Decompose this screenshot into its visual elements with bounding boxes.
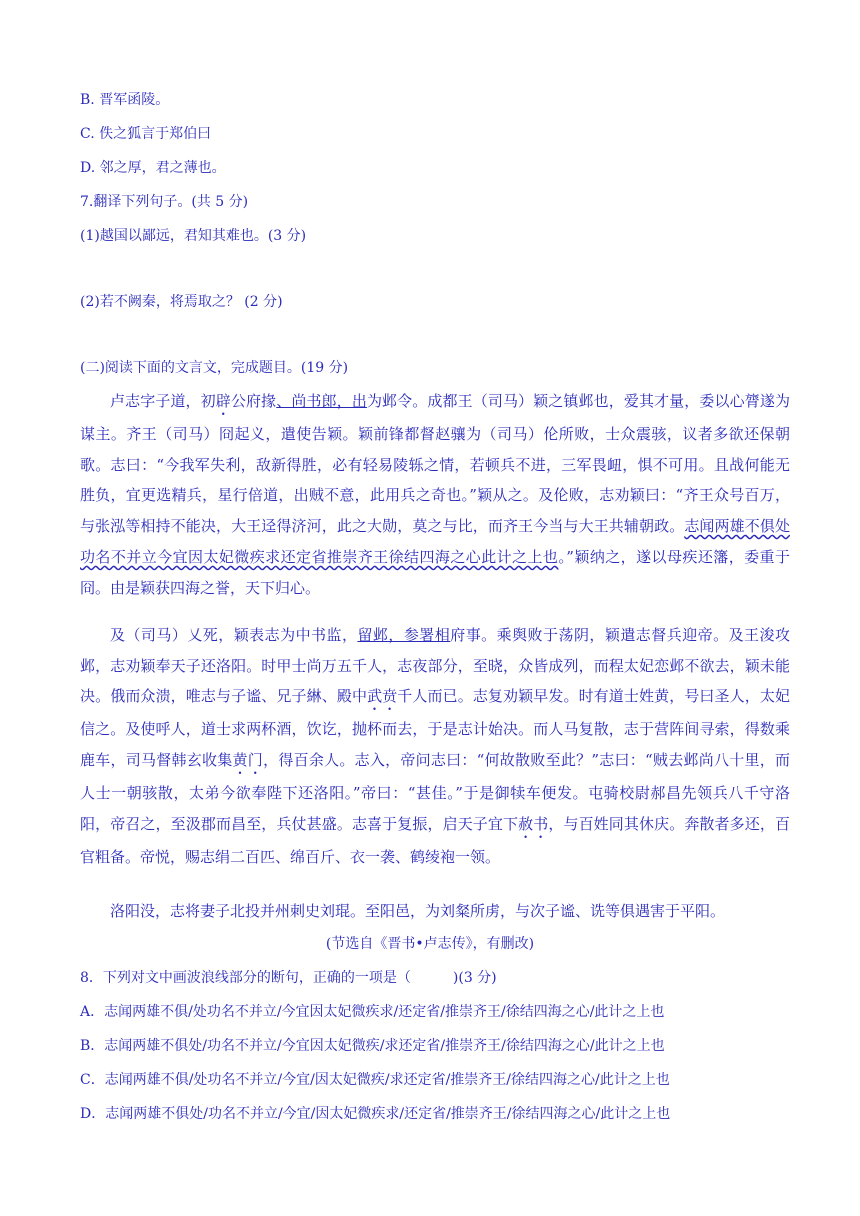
p2-text-e: 千人而已。志复劝颖早发。时有道士姓黄，号曰圣人，太妃信之。及使呼人，道士求两杯酒，饮讫，抛杯而去，于是志计始决。而人马复散，志于营阵间寻索，得数乘鹿车，司马督韩玄收集: [80, 687, 790, 770]
section2-heading: (二)阅读下面的文言文，完成题目。(19 分): [80, 360, 349, 376]
p1-text-e: 为邺令。成都王（司马）颖之镇邺也，爱其才量，委以心膂遂为谋主。齐王（司马）冏起义，遣使告颖。颖前锋都督赵骧为（司马）伦所败，士众震骇，议者多欲还保朝歌。志曰：“今我军失利，敌新得胜，必有轻易陵轹之情，若顿兵不进，三军畏衄，惧不可用。且战何能无胜负，宜更选精兵，星行倍道，出贼不意，此用兵之奇也。”颖从之。及伦败，志劝颖曰：“齐王众号百万，与张泓等相持不能决，大王迳得济河，此之大勋，莫之与比，而齐王今当与大王共辅朝政。: [80, 392, 790, 536]
q8-option-c: C．志闻两雄不俱/处功名不并立/今宜/因太妃微疾/求还定省/推崇齐王/徐结四海之心/此计之上也: [80, 1072, 670, 1088]
q6-option-b: B. 晋军函陵。: [80, 92, 170, 108]
passage-paragraph-3: 洛阳没，志将妻子北投并州刺史刘琨。至阳邑，为刘粲所虏，与次子谧、诜等俱遇害于平阳。: [110, 902, 726, 920]
p2-dotted-word-sheshu: 赦书: [518, 814, 549, 833]
q8-option-a: A．志闻两雄不俱/处功名不并立/今宜因太妃微疾求/还定省/推崇齐王/徐结四海之心/此计之上也: [80, 1004, 665, 1020]
p2-text-i: ，与百姓同其休庆。奔散者多还，百官粗备。帝悦，赐志绢二百匹、绵百斤、衣一袭、鹤绫袍一领。: [80, 814, 790, 866]
q6-option-c: C. 佚之狐言于郑伯曰: [80, 126, 212, 142]
q6-option-d: D. 邻之厚，君之薄也。: [80, 160, 226, 176]
q7-title: 7.翻译下列句子。(共 5 分): [80, 194, 249, 210]
p1-text-g: 。”颖纳之，遂以母疾还籓，委重于冏。由是颖获四海之誉，天下归心。: [80, 547, 790, 597]
q8-option-b: B．志闻两雄不俱处/功名不并立/今宜因太妃微疾/求还定省/推崇齐王/徐结四海之心/此计之上也: [80, 1038, 665, 1054]
p1-underlined-phrase: 、尚书郎，出: [276, 392, 367, 410]
q7-item-2: (2)若不阙秦，将焉取之？ (2 分): [80, 294, 283, 310]
p1-text-c: 公府掾: [230, 392, 277, 410]
passage-source: (节选自《晋书•卢志传》，有删改): [325, 936, 535, 952]
passage-paragraph-1: [80, 386, 790, 603]
p2-text-c: 府事。乘舆败于荡阴，颖遣志督兵迎帝。及王浚攻邺，志劝颖奉天子还洛阳。时甲士尚万五千人，志夜部分，至晓，众皆成列，而程太妃恋邺不欲去，颖未能决。俄而众溃，唯志与子谧、兄子綝、殿中: [80, 626, 790, 706]
p1-wavy-underlined-passage: 志闻两雄不俱处功名不并立今宜因太妃微疾求还定省推崇齐王徐结四海之心此计之上也: [80, 517, 790, 566]
p2-text-a: 及（司马）乂死，颖表志为中书监，: [110, 626, 358, 644]
passage-paragraph-2: [80, 620, 790, 873]
p1-dotted-word: 辟: [215, 392, 231, 410]
q7-item-1: (1)越国以鄙远，君知其难也。(3 分): [80, 228, 307, 244]
q8-title: 8．下列对文中画波浪线部分的断句，正确的一项是（ )(3 分): [80, 970, 497, 986]
p1-text-a: 卢志字子道，初: [110, 392, 216, 410]
q8-option-d: D．志闻两雄不俱处/功名不并立/今宜/因太妃微疾求/还定省/推崇齐王/徐结四海之心/此计之上也: [80, 1106, 671, 1122]
p2-text-g: ，得百余人。志入，帝问志曰：“何故散败至此？”志曰：“贼去邺尚八十里，而人士一朝骇散，太弟今欲奉陛下还洛阳。”帝曰：“甚佳。”于是御犊车便发。屯骑校尉郝昌先领兵八千守洛阳，帝召之，至汲郡而昌至，兵仗甚盛。志喜于复振，启天子宜下: [80, 751, 790, 833]
p2-dotted-word-huangmen: 黄门: [232, 751, 264, 770]
p2-underlined-phrase: 留邺，参署相: [357, 626, 451, 644]
p2-dotted-word-wuben: 武贲: [367, 687, 398, 706]
